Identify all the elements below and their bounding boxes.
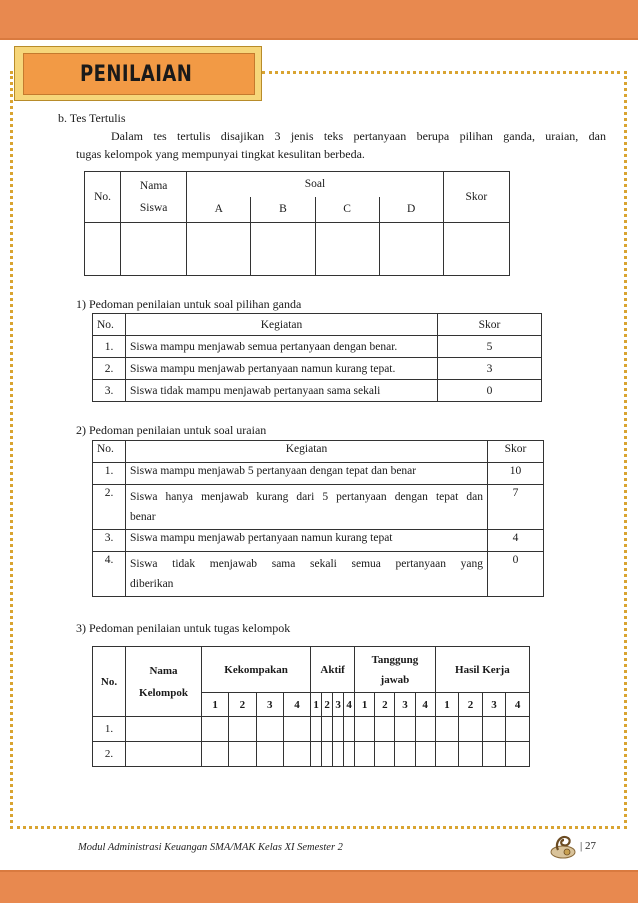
p1-row-no: 3. xyxy=(93,380,126,402)
table-row xyxy=(93,530,544,552)
t1-soal-header: Soal xyxy=(187,172,444,197)
t1-cell xyxy=(443,223,509,276)
p2-row-skor: 7 xyxy=(488,485,544,530)
p1-row-no: 1. xyxy=(93,336,126,358)
p3-scale: 3 xyxy=(256,693,283,717)
p3-aktif-header: Aktif xyxy=(311,647,355,693)
p3-row-no: 2. xyxy=(93,742,126,767)
p3-no-header: No. xyxy=(93,647,126,717)
p2-row-line2: benar xyxy=(130,511,156,523)
t1-cell xyxy=(85,223,121,276)
p3-scale: 3 xyxy=(482,693,506,717)
p3-row-no: 1. xyxy=(93,717,126,742)
p3-scale: 4 xyxy=(283,693,310,717)
p3-hasil-header: Hasil Kerja xyxy=(435,647,529,693)
p3-jawab: jawab xyxy=(380,673,410,686)
table-row xyxy=(93,717,530,742)
p2-row-line1: Siswa hanya menjawab kurang dari 5 pertanyaan dengan tepat dan xyxy=(130,491,483,503)
table-row xyxy=(93,552,544,597)
p1-row-skor: 3 xyxy=(438,358,542,380)
p2-row-skor: 4 xyxy=(488,530,544,552)
table-row xyxy=(93,336,542,358)
p2-row-kegiatan xyxy=(126,552,488,597)
p3-scale: 2 xyxy=(459,693,483,717)
p2-row-no: 4. xyxy=(93,552,126,597)
p2-row-no: 1. xyxy=(93,463,126,485)
p2-h-no: No. xyxy=(93,441,126,463)
p1-row-no: 2. xyxy=(93,358,126,380)
p2-h-kegiatan: Kegiatan xyxy=(126,441,488,463)
p2-row-kegiatan xyxy=(126,485,488,530)
table-row xyxy=(93,742,530,767)
table-row xyxy=(93,358,542,380)
p3-scale: 4 xyxy=(415,693,435,717)
bottom-banner xyxy=(0,870,638,903)
p3-nama-header xyxy=(126,647,202,717)
p3-nama: Nama xyxy=(149,664,178,677)
p2-row-no: 3. xyxy=(93,530,126,552)
t1-siswa: Siswa xyxy=(139,202,168,214)
title-inner xyxy=(23,53,255,95)
pg-table xyxy=(92,313,542,402)
t1-cell xyxy=(121,223,187,276)
p3-scale: 2 xyxy=(375,693,395,717)
p3-scale: 2 xyxy=(229,693,256,717)
t1-col-c: C xyxy=(315,197,379,223)
t1-col-a: A xyxy=(187,197,251,223)
table-row xyxy=(93,463,544,485)
t1-cell xyxy=(251,223,315,276)
p3-scale: 4 xyxy=(344,693,355,717)
module-logo-icon xyxy=(548,830,578,860)
page-frame-top xyxy=(262,71,627,74)
t1-cell xyxy=(379,223,443,276)
p2-row-kegiatan: Siswa mampu menjawab 5 pertanyaan dengan tepat dan benar xyxy=(126,463,488,485)
p1-h-kegiatan: Kegiatan xyxy=(126,314,438,336)
kelompok-table xyxy=(92,646,530,767)
t1-no-header: No. xyxy=(85,172,121,223)
p2-row-no: 2. xyxy=(93,485,126,530)
p1-heading: 1) Pedoman penilaian untuk soal pilihan ganda xyxy=(76,297,302,311)
p2-row-line1: Siswa tidak menjawab sama sekali semua pertanyaan yang xyxy=(130,558,483,570)
test-table xyxy=(84,171,510,276)
page-title: PENILAIAN xyxy=(80,62,193,87)
p2-row-skor: 10 xyxy=(488,463,544,485)
p1-row-kegiatan: Siswa mampu menjawab semua pertanyaan dengan benar. xyxy=(126,336,438,358)
t1-col-d: D xyxy=(379,197,443,223)
p3-scale: 4 xyxy=(506,693,530,717)
p3-kekompakan-header: Kekompakan xyxy=(202,647,311,693)
p1-row-kegiatan: Siswa mampu menjawab pertanyaan namun kurang tepat. xyxy=(126,358,438,380)
p1-row-kegiatan: Siswa tidak mampu menjawab pertanyaan sama sekali xyxy=(126,380,438,402)
p3-scale: 1 xyxy=(311,693,322,717)
t1-col-b: B xyxy=(251,197,315,223)
p2-row-kegiatan: Siswa mampu menjawab pertanyaan namun kurang tepat xyxy=(126,530,488,552)
top-banner xyxy=(0,0,638,40)
p3-scale: 3 xyxy=(395,693,415,717)
p3-tanggung-header xyxy=(355,647,436,693)
p1-row-skor: 0 xyxy=(438,380,542,402)
p1-h-no: No. xyxy=(93,314,126,336)
p3-scale: 1 xyxy=(435,693,459,717)
p1-row-skor: 5 xyxy=(438,336,542,358)
p3-scale: 1 xyxy=(202,693,229,717)
table-row xyxy=(93,485,544,530)
t1-nama-header xyxy=(121,172,187,223)
p1-h-skor: Skor xyxy=(438,314,542,336)
p2-row-skor: 0 xyxy=(488,552,544,597)
t1-cell xyxy=(187,223,251,276)
section-b-para-line2: tugas kelompok yang mempunyai tingkat kesulitan berbeda. xyxy=(76,147,365,161)
page-number: | 27 xyxy=(580,840,596,852)
uraian-table xyxy=(92,440,544,597)
title-box xyxy=(14,46,262,101)
p3-tanggung: Tanggung xyxy=(371,653,419,666)
p2-h-skor: Skor xyxy=(488,441,544,463)
p3-kelompok: Kelompok xyxy=(139,686,188,699)
table-row xyxy=(93,380,542,402)
footer-text: Modul Administrasi Keuangan SMA/MAK Kelas XI Semester 2 xyxy=(78,842,343,853)
t1-cell xyxy=(315,223,379,276)
section-b-heading: b. Tes Tertulis xyxy=(58,111,126,125)
p2-row-line2: diberikan xyxy=(130,578,174,590)
t1-skor-header: Skor xyxy=(443,172,509,223)
p3-scale: 2 xyxy=(322,693,333,717)
t1-nama: Nama xyxy=(139,180,168,192)
p2-heading: 2) Pedoman penilaian untuk soal uraian xyxy=(76,423,267,437)
p3-scale: 3 xyxy=(333,693,344,717)
p3-scale: 1 xyxy=(355,693,375,717)
p3-heading: 3) Pedoman penilaian untuk tugas kelompok xyxy=(76,621,291,635)
section-b-para-line1: Dalam tes tertulis disajikan 3 jenis teks pertanyaan berupa pilihan ganda, uraian, dan xyxy=(111,129,606,143)
